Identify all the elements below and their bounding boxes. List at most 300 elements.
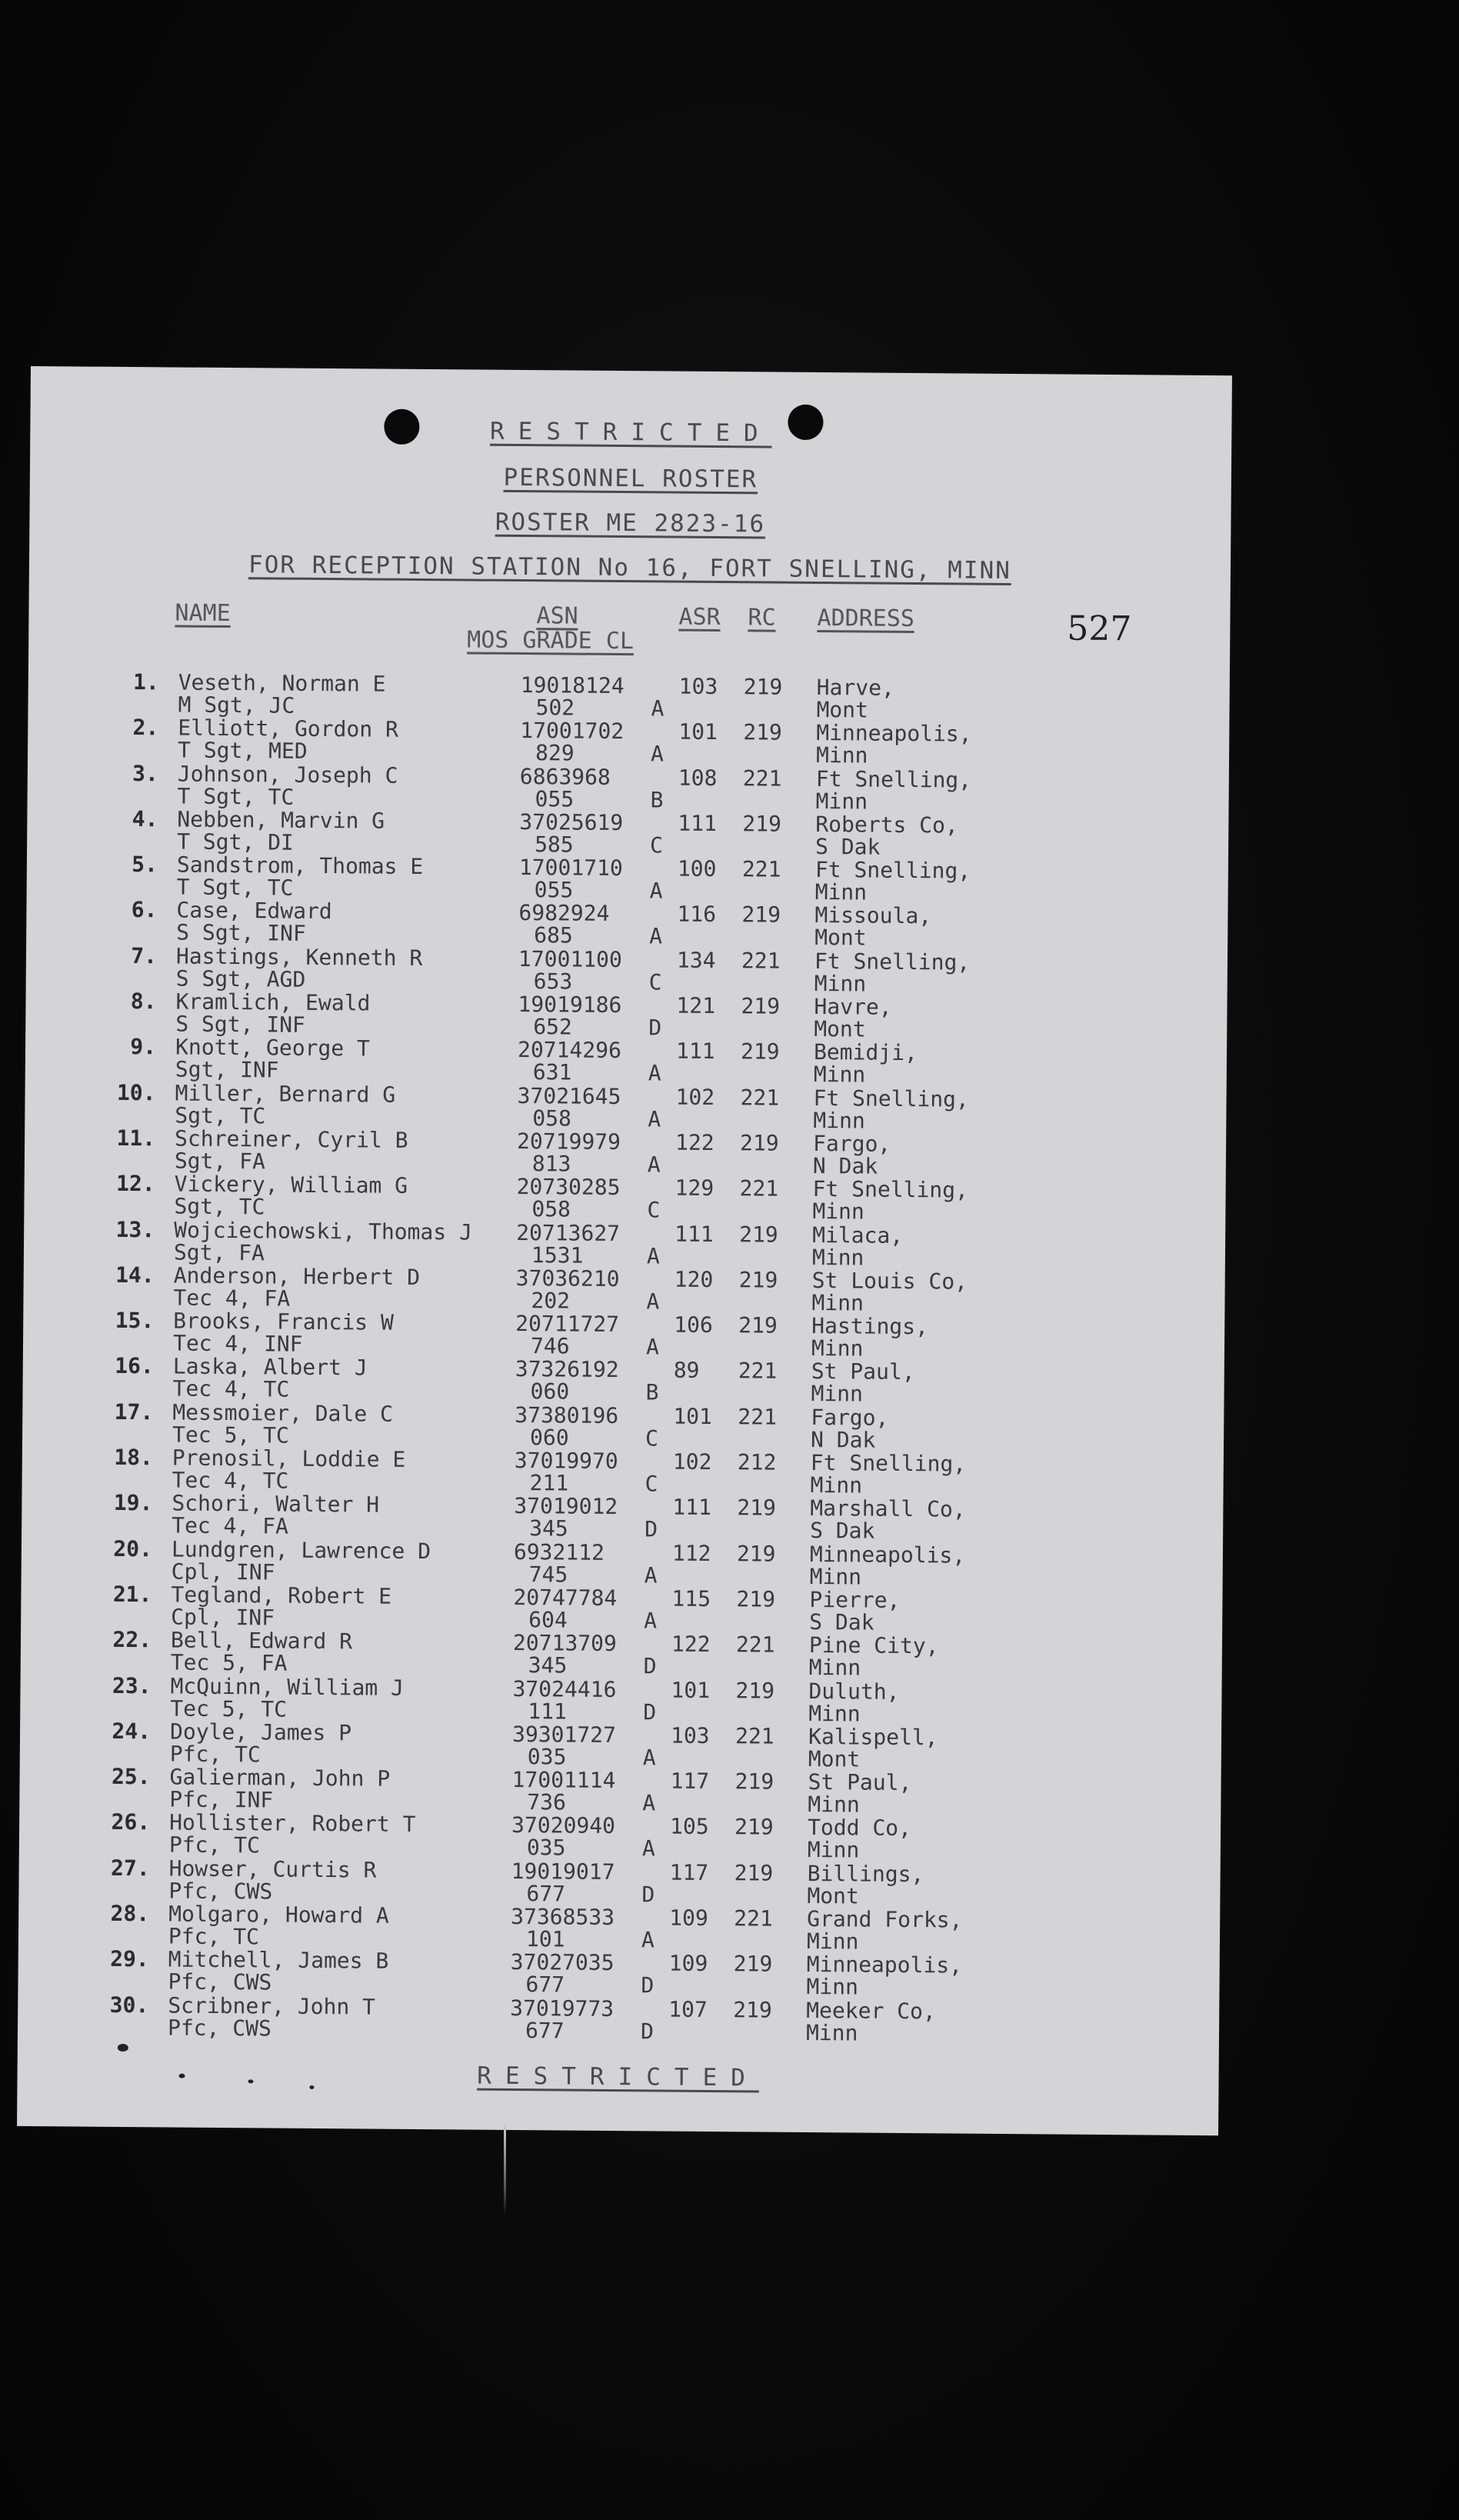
entry-mos: 058 <box>532 1105 572 1132</box>
entry-mos: 585 <box>535 832 574 858</box>
entry-number: 19. <box>113 1490 153 1516</box>
entry-rank: Tec 5, FA <box>170 1649 288 1676</box>
col-header-address: ADDRESS <box>817 605 915 633</box>
entry-asn: 20713627 <box>516 1219 621 1246</box>
station-line: FOR RECEPTION STATION No 16, FORT SNELLING, MINN <box>248 551 1012 585</box>
entry-state: Minn <box>811 1289 864 1316</box>
entry-number: 5. <box>132 852 158 878</box>
entry-number: 20. <box>113 1535 153 1562</box>
entry-class: A <box>648 1060 661 1086</box>
entry-name: Miller, Bernard G <box>175 1080 396 1108</box>
entry-name: Sandstrom, Thomas E <box>176 852 424 880</box>
entry-state: Minn <box>806 1928 859 1955</box>
entry-name: Nebben, Marvin G <box>177 806 385 834</box>
entry-number: 23. <box>112 1672 152 1698</box>
entry-address: Ft Snelling, <box>814 948 971 975</box>
entry-rank: Cpl, INF <box>171 1604 275 1631</box>
entry-mos: 677 <box>525 2017 565 2044</box>
entry-number: 18. <box>114 1444 153 1471</box>
entry-address: Ft Snelling, <box>814 857 971 884</box>
entry-rc: 221 <box>738 1404 778 1430</box>
entry-rc: 219 <box>739 1221 778 1248</box>
entry-state: N Dak <box>810 1426 876 1453</box>
entry-rank: T Sgt, TC <box>176 874 294 901</box>
entry-address: Todd Co, <box>807 1815 912 1842</box>
entry-number: 8. <box>130 988 157 1015</box>
page-number: 527 <box>1067 608 1132 649</box>
entry-name: Knott, George T <box>175 1034 371 1062</box>
entry-name: Laska, Albert J <box>172 1353 368 1381</box>
entry-name: Mitchell, James B <box>168 1946 389 1975</box>
entry-state: Minn <box>814 970 867 997</box>
entry-mos: 746 <box>530 1333 570 1359</box>
entry-asn: 37019970 <box>514 1448 618 1475</box>
entry-mos: 035 <box>526 1835 566 1861</box>
entry-mos: 211 <box>529 1470 569 1496</box>
entry-asn: 17001710 <box>518 855 623 882</box>
entry-address: Ft Snelling, <box>812 1176 969 1203</box>
entry-rc: 219 <box>737 1495 777 1521</box>
entry-asn: 37024416 <box>512 1675 617 1702</box>
entry-asr: 122 <box>671 1631 711 1658</box>
roster-entries <box>18 670 1230 2048</box>
entry-rank: T Sgt, DI <box>177 828 294 855</box>
entry-class: B <box>650 786 664 813</box>
entry-rc: 219 <box>733 1996 772 2023</box>
entry-mos: 1531 <box>531 1242 584 1268</box>
entry-address: Hastings, <box>811 1313 929 1340</box>
entry-asn: 37380196 <box>515 1402 619 1428</box>
entry-number: 25. <box>111 1764 151 1790</box>
entry-mos: 345 <box>528 1652 568 1678</box>
entry-asr: 129 <box>675 1175 715 1202</box>
entry-asn: 20711727 <box>515 1311 620 1338</box>
entry-number: 14. <box>115 1262 155 1288</box>
entry-number: 27. <box>110 1855 150 1881</box>
entry-address: Pierre, <box>809 1586 901 1613</box>
col-header-asr: ASR <box>678 603 721 632</box>
entry-rank: Cpl, INF <box>171 1558 275 1585</box>
entry-address: Kalispell, <box>808 1723 938 1751</box>
entry-asn: 20719979 <box>516 1128 621 1155</box>
entry-address: Roberts Co, <box>815 811 958 838</box>
entry-rc: 221 <box>739 1175 779 1202</box>
entry-asn: 37019012 <box>514 1493 618 1520</box>
entry-rank: Tec 5, TC <box>170 1695 288 1722</box>
entry-rank: Pfc, CWS <box>168 1878 273 1905</box>
entry-asr: 122 <box>675 1129 715 1155</box>
col-header-name: NAME <box>175 599 231 628</box>
col-header-mos-grade-cl: MOS GRADE CL <box>467 626 635 655</box>
entry-rank: Sgt, TC <box>174 1193 265 1220</box>
entry-address: Missoula, <box>814 902 932 929</box>
entry-state: Minn <box>813 1107 865 1134</box>
entry-rank: Pfc, CWS <box>167 2015 272 2042</box>
entry-class: A <box>648 1106 661 1132</box>
entry-asn: 39301727 <box>511 1721 617 1748</box>
entry-name: Johnson, Joseph C <box>177 761 398 788</box>
entry-class: A <box>641 1927 655 1953</box>
entry-asn: 20747784 <box>513 1584 618 1611</box>
entry-class: C <box>650 832 664 858</box>
entry-class: C <box>645 1425 659 1452</box>
entry-class: C <box>645 1471 658 1497</box>
entry-address: Bemidji, <box>813 1039 918 1066</box>
classification-header: RESTRICTED <box>489 417 772 448</box>
entry-asn: 20714296 <box>517 1037 622 1064</box>
entry-mos: 653 <box>533 968 573 995</box>
entry-asr: 105 <box>669 1814 709 1840</box>
entry-class: A <box>649 923 663 949</box>
entry-name: Molgaro, Howard A <box>168 1901 389 1928</box>
entry-name: Anderson, Herbert D <box>173 1262 421 1290</box>
entry-name: Vickery, William G <box>174 1171 408 1199</box>
entry-class: A <box>650 741 665 767</box>
entry-number: 11. <box>116 1125 156 1152</box>
entry-state: Minn <box>815 742 868 768</box>
entry-class: D <box>641 1972 655 1998</box>
entry-class: A <box>642 1745 656 1771</box>
entry-state: Minn <box>809 1563 862 1590</box>
entry-rank: Tec 4, TC <box>172 1375 290 1403</box>
entry-mos: 652 <box>533 1014 572 1040</box>
entry-class: D <box>645 1516 658 1542</box>
entry-mos: 055 <box>534 877 574 903</box>
entry-asn: 20730285 <box>516 1174 621 1201</box>
entry-name: Hastings, Kenneth R <box>175 943 423 971</box>
entry-asr: 121 <box>676 992 716 1019</box>
entry-rc: 221 <box>742 765 782 792</box>
entry-asn: 37036210 <box>515 1265 620 1292</box>
entry-mos: 604 <box>528 1607 568 1633</box>
entry-address: Ft Snelling, <box>810 1450 967 1477</box>
entry-class: A <box>644 1562 658 1588</box>
roster-title: PERSONNEL ROSTER <box>503 463 758 494</box>
entry-class: A <box>649 878 663 904</box>
ink-speck <box>118 2044 128 2052</box>
entry-number: 24. <box>112 1718 152 1745</box>
entry-name: Schori, Walter H <box>172 1490 380 1518</box>
entry-mos: 677 <box>525 1972 565 1998</box>
entry-asn: 37021645 <box>517 1082 621 1109</box>
entry-asr: 102 <box>672 1448 712 1475</box>
entry-asr: 103 <box>678 673 718 700</box>
entry-asr: 111 <box>675 1038 715 1065</box>
entry-name: Kramlich, Ewald <box>175 988 371 1016</box>
roster-sheet <box>17 366 1232 2135</box>
entry-name: McQuinn, William J <box>170 1673 405 1701</box>
entry-asr: 116 <box>677 902 717 928</box>
entry-rc: 221 <box>734 1905 773 1932</box>
entry-state: Minn <box>805 2019 858 2046</box>
entry-asn: 19019186 <box>518 992 622 1018</box>
entry-address: Pine City, <box>808 1632 939 1659</box>
entry-rc: 219 <box>734 1859 774 1886</box>
entry-state: Minn <box>814 879 868 905</box>
entry-state: Minn <box>810 1472 863 1498</box>
entry-name: Bell, Edward R <box>170 1627 353 1655</box>
entry-number: 26. <box>111 1809 151 1835</box>
entry-number: 12. <box>115 1171 155 1197</box>
entry-name: Veseth, Norman E <box>178 669 386 697</box>
entry-asn: 6932112 <box>513 1538 605 1565</box>
entry-number: 10. <box>116 1079 156 1105</box>
entry-state: Minn <box>807 1837 860 1863</box>
entry-state: Mont <box>814 1016 866 1042</box>
entry-rank: S Sgt, AGD <box>175 965 306 992</box>
entry-number: 28. <box>110 1900 150 1927</box>
entry-name: Hollister, Robert T <box>169 1809 416 1838</box>
entry-rc: 212 <box>737 1449 777 1475</box>
entry-rank: M Sgt, JC <box>178 692 295 718</box>
entry-address: Minneapolis, <box>809 1541 966 1568</box>
entry-asr: 120 <box>674 1266 714 1292</box>
entry-rank: Pfc, INF <box>169 1786 274 1813</box>
entry-state: Minn <box>811 1335 864 1362</box>
entry-address: Harve, <box>816 675 895 701</box>
entry-rank: Tec 4, FA <box>173 1285 291 1312</box>
entry-state: Minn <box>806 1974 859 2000</box>
entry-asr: 115 <box>671 1585 711 1612</box>
entry-asr: 100 <box>677 855 717 882</box>
entry-number: 2. <box>132 715 159 741</box>
entry-mos: 677 <box>526 1880 566 1907</box>
entry-state: Minn <box>808 1700 861 1727</box>
entry-name: Galierman, John P <box>169 1764 391 1792</box>
entry-asr: 102 <box>675 1084 715 1110</box>
entry-rank: T Sgt, MED <box>177 737 308 765</box>
entry-rank: Pfc, TC <box>168 1832 261 1858</box>
entry-asn: 17001114 <box>511 1767 616 1794</box>
entry-mos: 745 <box>528 1561 568 1588</box>
entry-rc: 221 <box>734 1723 774 1749</box>
entry-asr: 109 <box>669 1905 708 1931</box>
entry-number: 21. <box>112 1581 152 1608</box>
entry-rc: 219 <box>740 1038 780 1065</box>
entry-rank: Pfc, CWS <box>168 1968 272 1995</box>
entry-name: Messmoier, Dale C <box>172 1399 394 1427</box>
entry-state: S Dak <box>814 833 881 860</box>
entry-asr: 103 <box>670 1722 710 1748</box>
entry-asn: 17001100 <box>518 945 622 972</box>
entry-name: Case, Edward <box>176 897 332 925</box>
entry-address: Minneapolis, <box>806 1952 963 1978</box>
entry-asn: 37019773 <box>510 1995 615 2022</box>
entry-asr: 101 <box>671 1677 711 1703</box>
entry-rc: 219 <box>743 719 782 745</box>
entry-asr: 101 <box>673 1403 713 1429</box>
entry-class: C <box>647 1197 661 1223</box>
entry-rank: Tec 4, FA <box>172 1512 289 1540</box>
entry-number: 22. <box>112 1627 152 1653</box>
entry-class: A <box>644 1608 658 1634</box>
entry-number: 3. <box>132 760 158 786</box>
entry-rank: Sgt, INF <box>175 1056 279 1083</box>
entry-address: Grand Forks, <box>807 1906 963 1933</box>
entry-address: St Paul, <box>811 1358 915 1385</box>
entry-address: Ft Snelling, <box>813 1085 969 1112</box>
entry-asn: 19018124 <box>520 672 625 699</box>
entry-rank: Tec 4, INF <box>172 1330 303 1357</box>
entry-rank: Tec 5, TC <box>172 1422 289 1448</box>
entry-address: Billings, <box>807 1860 924 1887</box>
entry-asn: 37368533 <box>511 1903 615 1931</box>
entry-rc: 219 <box>734 1768 774 1795</box>
entry-rc: 219 <box>743 674 783 700</box>
entry-asr: 109 <box>668 1950 708 1977</box>
entry-class: B <box>645 1379 659 1405</box>
entry-rc: 221 <box>741 856 781 882</box>
entry-number: 7. <box>131 942 158 969</box>
entry-class: D <box>641 1882 655 1908</box>
entry-mos: 685 <box>534 922 573 949</box>
entry-class: A <box>645 1334 659 1360</box>
entry-mos: 101 <box>525 1926 565 1952</box>
entry-asr: 106 <box>674 1312 713 1338</box>
entry-state: Mont <box>808 1745 861 1772</box>
entry-rc: 219 <box>734 1814 774 1841</box>
entry-name: Howser, Curtis R <box>168 1855 377 1883</box>
entry-state: Minn <box>808 1792 860 1818</box>
entry-rc: 219 <box>739 1130 779 1156</box>
roster-entry <box>18 1993 1219 2048</box>
entry-address: Meeker Co, <box>806 1997 936 2024</box>
entry-asn: 37027035 <box>510 1949 615 1976</box>
entry-mos: 813 <box>531 1151 571 1177</box>
entry-asn: 37326192 <box>515 1356 619 1383</box>
entry-state: S Dak <box>810 1518 875 1545</box>
entry-state: Minn <box>811 1381 864 1407</box>
entry-rank: Sgt, TC <box>175 1102 266 1129</box>
entry-rc: 219 <box>742 811 782 837</box>
entry-rc: 219 <box>738 1312 778 1338</box>
entry-mos: 202 <box>531 1288 571 1314</box>
entry-address: Duluth, <box>808 1678 900 1705</box>
entry-class: A <box>646 1288 660 1315</box>
entry-state: N Dak <box>812 1152 878 1179</box>
entry-address: Fargo, <box>811 1404 889 1431</box>
entry-rank: Pfc, TC <box>168 1923 260 1950</box>
entry-address: Fargo, <box>812 1130 891 1157</box>
entry-rc: 219 <box>741 993 781 1019</box>
entry-rank: S Sgt, INF <box>175 1011 305 1038</box>
entry-rc: 219 <box>735 1677 775 1704</box>
entry-name: Prenosil, Loddie E <box>172 1445 406 1472</box>
entry-asr: 112 <box>671 1540 711 1566</box>
entry-rank: Tec 4, TC <box>172 1467 289 1494</box>
entry-number: 4. <box>132 805 158 832</box>
entry-state: Mont <box>807 1882 859 1909</box>
entry-asr: 108 <box>678 765 718 791</box>
entry-asn: 6863968 <box>519 763 611 790</box>
entry-rc: 221 <box>740 1084 780 1111</box>
entry-mos: 060 <box>530 1378 570 1405</box>
film-scratch <box>504 2123 506 2215</box>
entry-name: Elliott, Gordon R <box>178 715 399 743</box>
entry-address: Milaca, <box>812 1222 904 1248</box>
entry-number: 17. <box>114 1398 154 1425</box>
entry-mos: 829 <box>535 740 575 766</box>
entry-rc: 219 <box>736 1540 776 1567</box>
entry-asn: 19019017 <box>511 1858 615 1885</box>
entry-asr: 117 <box>669 1859 709 1885</box>
entry-asr: 111 <box>678 810 718 836</box>
entry-address: St Paul, <box>808 1769 912 1796</box>
entry-address: Ft Snelling, <box>815 765 972 793</box>
entry-name: Brooks, Francis W <box>173 1308 394 1335</box>
entry-number: 15. <box>115 1308 155 1334</box>
entry-asr: 111 <box>675 1221 714 1247</box>
entry-address: Minneapolis, <box>816 720 972 747</box>
col-header-asn: ASN <box>536 602 578 630</box>
entry-name: Schreiner, Cyril B <box>174 1125 408 1153</box>
entry-number: 1. <box>132 669 159 695</box>
entry-name: Wojciechowski, Thomas J <box>174 1217 473 1245</box>
entry-mos: 035 <box>527 1743 567 1770</box>
entry-mos: 502 <box>535 695 575 721</box>
entry-asr: 111 <box>672 1494 712 1521</box>
entry-asr: 89 <box>673 1358 700 1384</box>
ink-speck <box>179 2074 185 2078</box>
entry-rc: 219 <box>741 902 781 928</box>
entry-asn: 37025619 <box>519 808 624 835</box>
entry-state: Minn <box>813 1062 866 1088</box>
entry-class: D <box>640 2018 655 2045</box>
entry-rc: 219 <box>736 1586 776 1612</box>
entry-asn: 37020940 <box>511 1812 616 1839</box>
entry-name: Lundgren, Lawrence D <box>171 1536 431 1564</box>
entry-mos: 345 <box>529 1515 568 1542</box>
entry-rc: 219 <box>733 1951 773 1977</box>
entry-class: A <box>651 695 665 722</box>
entry-asn: 6982924 <box>518 900 610 927</box>
entry-class: D <box>643 1698 657 1725</box>
entry-asn: 20713709 <box>512 1630 617 1657</box>
entry-name: Tegland, Robert E <box>171 1582 392 1609</box>
entry-state: Mont <box>814 925 867 952</box>
entry-asr: 117 <box>670 1768 710 1795</box>
entry-mos: 111 <box>528 1698 567 1725</box>
entry-rc: 219 <box>738 1267 778 1293</box>
entry-state: Minn <box>808 1655 861 1681</box>
entry-asr: 101 <box>678 718 718 745</box>
col-header-rc: RC <box>748 604 776 632</box>
entry-asr: 107 <box>668 1996 708 2022</box>
entry-rank: Sgt, FA <box>174 1148 266 1175</box>
entry-number: 6. <box>131 897 158 923</box>
entry-class: D <box>648 1015 662 1041</box>
entry-number: 30. <box>109 1992 149 2018</box>
entry-rank: Sgt, FA <box>173 1239 265 1265</box>
entry-name: Doyle, James P <box>169 1718 352 1746</box>
entry-state: Minn <box>815 788 868 815</box>
entry-rank: T Sgt, TC <box>177 783 295 810</box>
entry-class: C <box>648 969 662 995</box>
entry-address: Marshall Co, <box>810 1495 966 1522</box>
roster-number: ROSTER ME 2823-16 <box>495 508 766 538</box>
entry-mos: 058 <box>531 1196 571 1222</box>
entry-asn: 17001702 <box>520 718 625 745</box>
entry-address: St Louis Co, <box>811 1267 968 1295</box>
entry-mos: 060 <box>529 1424 569 1451</box>
entry-mos: 631 <box>532 1059 572 1085</box>
entry-state: Minn <box>811 1244 864 1271</box>
entry-class: A <box>646 1242 660 1269</box>
entry-mos: 736 <box>527 1789 567 1815</box>
entry-class: A <box>647 1152 661 1178</box>
entry-class: D <box>643 1653 657 1679</box>
entry-rc: 221 <box>735 1632 775 1658</box>
